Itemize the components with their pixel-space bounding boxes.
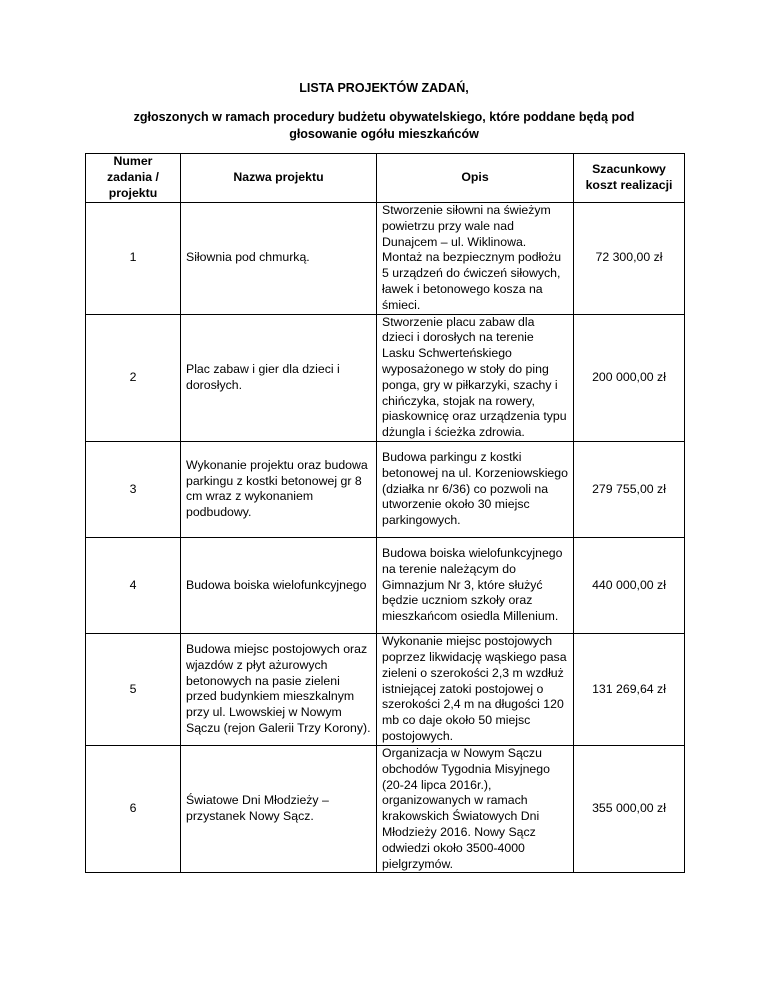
project-name: Plac zabaw i gier dla dzieci i dorosłych. <box>181 314 377 441</box>
project-description: Wykonanie miejsc postojowych poprzez likwidację wąskiego pasa zieleni o szerokości 2,3 m wzdłuż istniejącej zatoki postojowej o szerokości 2,4 m na długości 120 mb co daje około 50 miejsc postojowych. <box>377 633 574 745</box>
header-cost: Szacunkowy koszt realizacji <box>574 154 685 203</box>
project-number: 2 <box>86 314 181 441</box>
document-title: LISTA PROJEKTÓW ZADAŃ, <box>299 81 469 95</box>
project-number: 4 <box>86 537 181 633</box>
project-cost: 72 300,00 zł <box>574 203 685 315</box>
project-description: Stworzenie placu zabaw dla dzieci i dorosłych na terenie Lasku Schwerteńskiego wyposażonego w stoły do ping ponga, gry w piłkarzyki, szachy i chińczyka, stojak na rowery, piaskownicę oraz urządzenia typu dżungla i ścieżka zdrowia. <box>377 314 574 441</box>
project-cost: 355 000,00 zł <box>574 745 685 872</box>
project-name: Siłownia pod chmurką. <box>181 203 377 315</box>
project-description: Organizacja w Nowym Sączu obchodów Tygodnia Misyjnego (20-24 lipca 2016r.), organizowanych w ramach krakowskich Światowych Dni Młodzieży 2016. Nowy Sącz odwiedzi około 3500-4000 pielgrzymów. <box>377 745 574 872</box>
header-name: Nazwa projektu <box>181 154 377 203</box>
header-number: Numer zadania / projektu <box>86 154 181 203</box>
project-number: 3 <box>86 441 181 537</box>
project-description: Budowa boiska wielofunkcyjnego na terenie należącym do Gimnazjum Nr 3, które służyć będzie uczniom szkoły oraz mieszkańcom osiedla Millenium. <box>377 537 574 633</box>
project-number: 5 <box>86 633 181 745</box>
project-cost: 279 755,00 zł <box>574 441 685 537</box>
table-row <box>86 314 685 441</box>
table-header-row <box>86 154 685 203</box>
projects-table <box>85 153 685 873</box>
project-description: Stworzenie siłowni na świeżym powietrzu przy wale nad Dunajcem – ul. Wiklinowa. Montaż na bezpiecznym podłożu 5 urządzeń do ćwiczeń siłowych, ławek i betonowego kosza na śmieci. <box>377 203 574 315</box>
table-row <box>86 441 685 537</box>
project-name: Budowa miejsc postojowych oraz wjazdów z płyt ażurowych betonowych na pasie zieleni przed budynkiem mieszkalnym przy ul. Lwowskiej w Nowym Sączu (rejon Galerii Trzy Korony). <box>181 633 377 745</box>
project-name: Budowa boiska wielofunkcyjnego <box>181 537 377 633</box>
project-number: 1 <box>86 203 181 315</box>
table-row <box>86 633 685 745</box>
project-cost: 200 000,00 zł <box>574 314 685 441</box>
header-description: Opis <box>377 154 574 203</box>
document-subtitle: zgłoszonych w ramach procedury budżetu obywatelskiego, które poddane będą pod głosowanie ogółu mieszkańców <box>133 110 635 141</box>
project-number: 6 <box>86 745 181 872</box>
project-name: Światowe Dni Młodzieży – przystanek Nowy Sącz. <box>181 745 377 872</box>
project-description: Budowa parkingu z kostki betonowej na ul. Korzeniowskiego (działka nr 6/36) co pozwoli na utworzenie około 30 miejsc parkingowych. <box>377 441 574 537</box>
project-cost: 131 269,64 zł <box>574 633 685 745</box>
project-name: Wykonanie projektu oraz budowa parkingu z kostki betonowej gr 8 cm wraz z wykonaniem podbudowy. <box>181 441 377 537</box>
project-cost: 440 000,00 zł <box>574 537 685 633</box>
table-row <box>86 537 685 633</box>
table-row <box>86 203 685 315</box>
table-row <box>86 745 685 872</box>
